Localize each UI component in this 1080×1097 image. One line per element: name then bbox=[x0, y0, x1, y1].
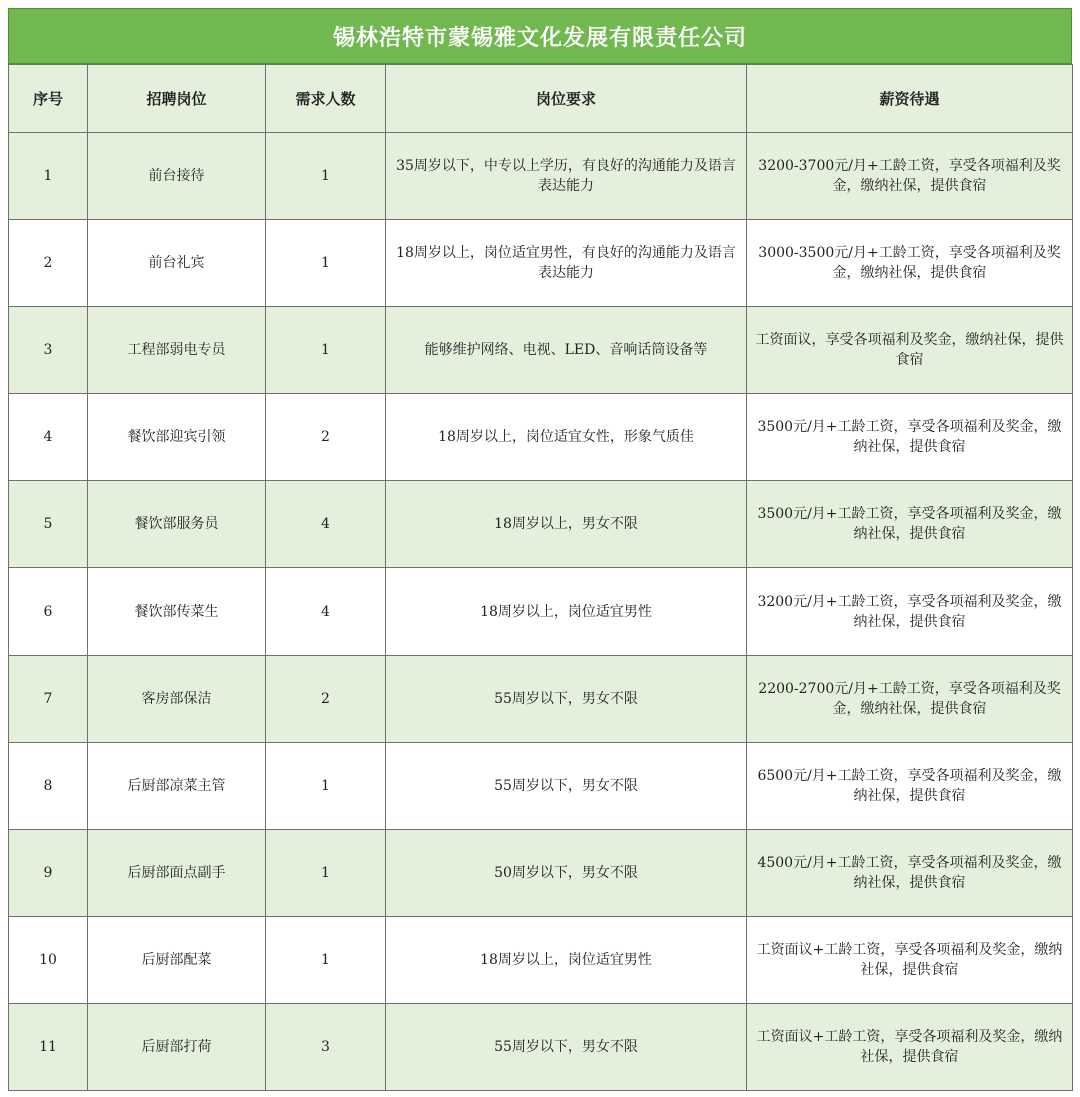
table-row bbox=[9, 133, 1073, 220]
cell-position: 后厨部配菜 bbox=[88, 916, 266, 1003]
cell-position: 餐饮部传菜生 bbox=[88, 568, 266, 655]
cell-salary: 3500元/月+工龄工资，享受各项福利及奖金，缴纳社保，提供食宿 bbox=[747, 481, 1073, 568]
cell-requirement: 55周岁以下，男女不限 bbox=[386, 655, 747, 742]
cell-position: 后厨部面点副手 bbox=[88, 829, 266, 916]
cell-position: 餐饮部服务员 bbox=[88, 481, 266, 568]
cell-salary: 2200-2700元/月+工龄工资，享受各项福利及奖金，缴纳社保，提供食宿 bbox=[747, 655, 1073, 742]
cell-count: 4 bbox=[266, 481, 386, 568]
cell-position: 前台接待 bbox=[88, 133, 266, 220]
cell-salary: 4500元/月+工龄工资，享受各项福利及奖金，缴纳社保，提供食宿 bbox=[747, 829, 1073, 916]
header-position: 招聘岗位 bbox=[88, 65, 266, 133]
cell-requirement: 18周岁以上，男女不限 bbox=[386, 481, 747, 568]
cell-count: 3 bbox=[266, 1003, 386, 1090]
cell-salary: 工资面议+工龄工资，享受各项福利及奖金，缴纳社保，提供食宿 bbox=[747, 1003, 1073, 1090]
table-row bbox=[9, 220, 1073, 307]
cell-salary: 3500元/月+工龄工资，享受各项福利及奖金，缴纳社保，提供食宿 bbox=[747, 394, 1073, 481]
cell-no: 9 bbox=[9, 829, 88, 916]
cell-requirement: 55周岁以下，男女不限 bbox=[386, 742, 747, 829]
cell-requirement: 35周岁以下，中专以上学历，有良好的沟通能力及语言表达能力 bbox=[386, 133, 747, 220]
cell-no: 10 bbox=[9, 916, 88, 1003]
cell-position: 客房部保洁 bbox=[88, 655, 266, 742]
table-row bbox=[9, 481, 1073, 568]
cell-salary: 3200-3700元/月+工龄工资，享受各项福利及奖金，缴纳社保，提供食宿 bbox=[747, 133, 1073, 220]
table-row bbox=[9, 829, 1073, 916]
cell-requirement: 18周岁以上，岗位适宜男性，有良好的沟通能力及语言表达能力 bbox=[386, 220, 747, 307]
cell-count: 1 bbox=[266, 742, 386, 829]
cell-no: 5 bbox=[9, 481, 88, 568]
cell-salary: 6500元/月+工龄工资，享受各项福利及奖金，缴纳社保，提供食宿 bbox=[747, 742, 1073, 829]
table-row bbox=[9, 568, 1073, 655]
cell-no: 1 bbox=[9, 133, 88, 220]
cell-requirement: 18周岁以上，岗位适宜男性 bbox=[386, 568, 747, 655]
cell-salary: 工资面议+工龄工资，享受各项福利及奖金，缴纳社保，提供食宿 bbox=[747, 916, 1073, 1003]
cell-count: 2 bbox=[266, 655, 386, 742]
cell-salary: 3200元/月+工龄工资，享受各项福利及奖金，缴纳社保，提供食宿 bbox=[747, 568, 1073, 655]
header-salary: 薪资待遇 bbox=[747, 65, 1073, 133]
company-title: 锡林浩特市蒙锡雅文化发展有限责任公司 bbox=[8, 8, 1072, 64]
cell-requirement: 18周岁以上，岗位适宜女性，形象气质佳 bbox=[386, 394, 747, 481]
cell-no: 6 bbox=[9, 568, 88, 655]
table-row bbox=[9, 655, 1073, 742]
cell-count: 1 bbox=[266, 829, 386, 916]
cell-count: 4 bbox=[266, 568, 386, 655]
cell-count: 1 bbox=[266, 133, 386, 220]
recruitment-sheet bbox=[8, 8, 1072, 1090]
table-row bbox=[9, 394, 1073, 481]
cell-requirement: 18周岁以上，岗位适宜男性 bbox=[386, 916, 747, 1003]
header-row bbox=[9, 65, 1073, 133]
cell-no: 2 bbox=[9, 220, 88, 307]
recruitment-table bbox=[8, 64, 1073, 1091]
cell-salary: 工资面议，享受各项福利及奖金，缴纳社保，提供食宿 bbox=[747, 307, 1073, 394]
cell-count: 1 bbox=[266, 307, 386, 394]
cell-count: 2 bbox=[266, 394, 386, 481]
cell-no: 8 bbox=[9, 742, 88, 829]
cell-position: 餐饮部迎宾引领 bbox=[88, 394, 266, 481]
header-requirement: 岗位要求 bbox=[386, 65, 747, 133]
table-row bbox=[9, 916, 1073, 1003]
cell-position: 后厨部凉菜主管 bbox=[88, 742, 266, 829]
cell-position: 后厨部打荷 bbox=[88, 1003, 266, 1090]
cell-requirement: 55周岁以下，男女不限 bbox=[386, 1003, 747, 1090]
cell-salary: 3000-3500元/月+工龄工资，享受各项福利及奖金，缴纳社保，提供食宿 bbox=[747, 220, 1073, 307]
cell-no: 7 bbox=[9, 655, 88, 742]
cell-position: 前台礼宾 bbox=[88, 220, 266, 307]
cell-no: 11 bbox=[9, 1003, 88, 1090]
cell-no: 4 bbox=[9, 394, 88, 481]
cell-count: 1 bbox=[266, 220, 386, 307]
table-row bbox=[9, 307, 1073, 394]
cell-count: 1 bbox=[266, 916, 386, 1003]
header-count: 需求人数 bbox=[266, 65, 386, 133]
cell-position: 工程部弱电专员 bbox=[88, 307, 266, 394]
cell-requirement: 50周岁以下，男女不限 bbox=[386, 829, 747, 916]
table-row bbox=[9, 742, 1073, 829]
header-no: 序号 bbox=[9, 65, 88, 133]
cell-no: 3 bbox=[9, 307, 88, 394]
cell-requirement: 能够维护网络、电视、LED、音响话筒设备等 bbox=[386, 307, 747, 394]
table-row bbox=[9, 1003, 1073, 1090]
